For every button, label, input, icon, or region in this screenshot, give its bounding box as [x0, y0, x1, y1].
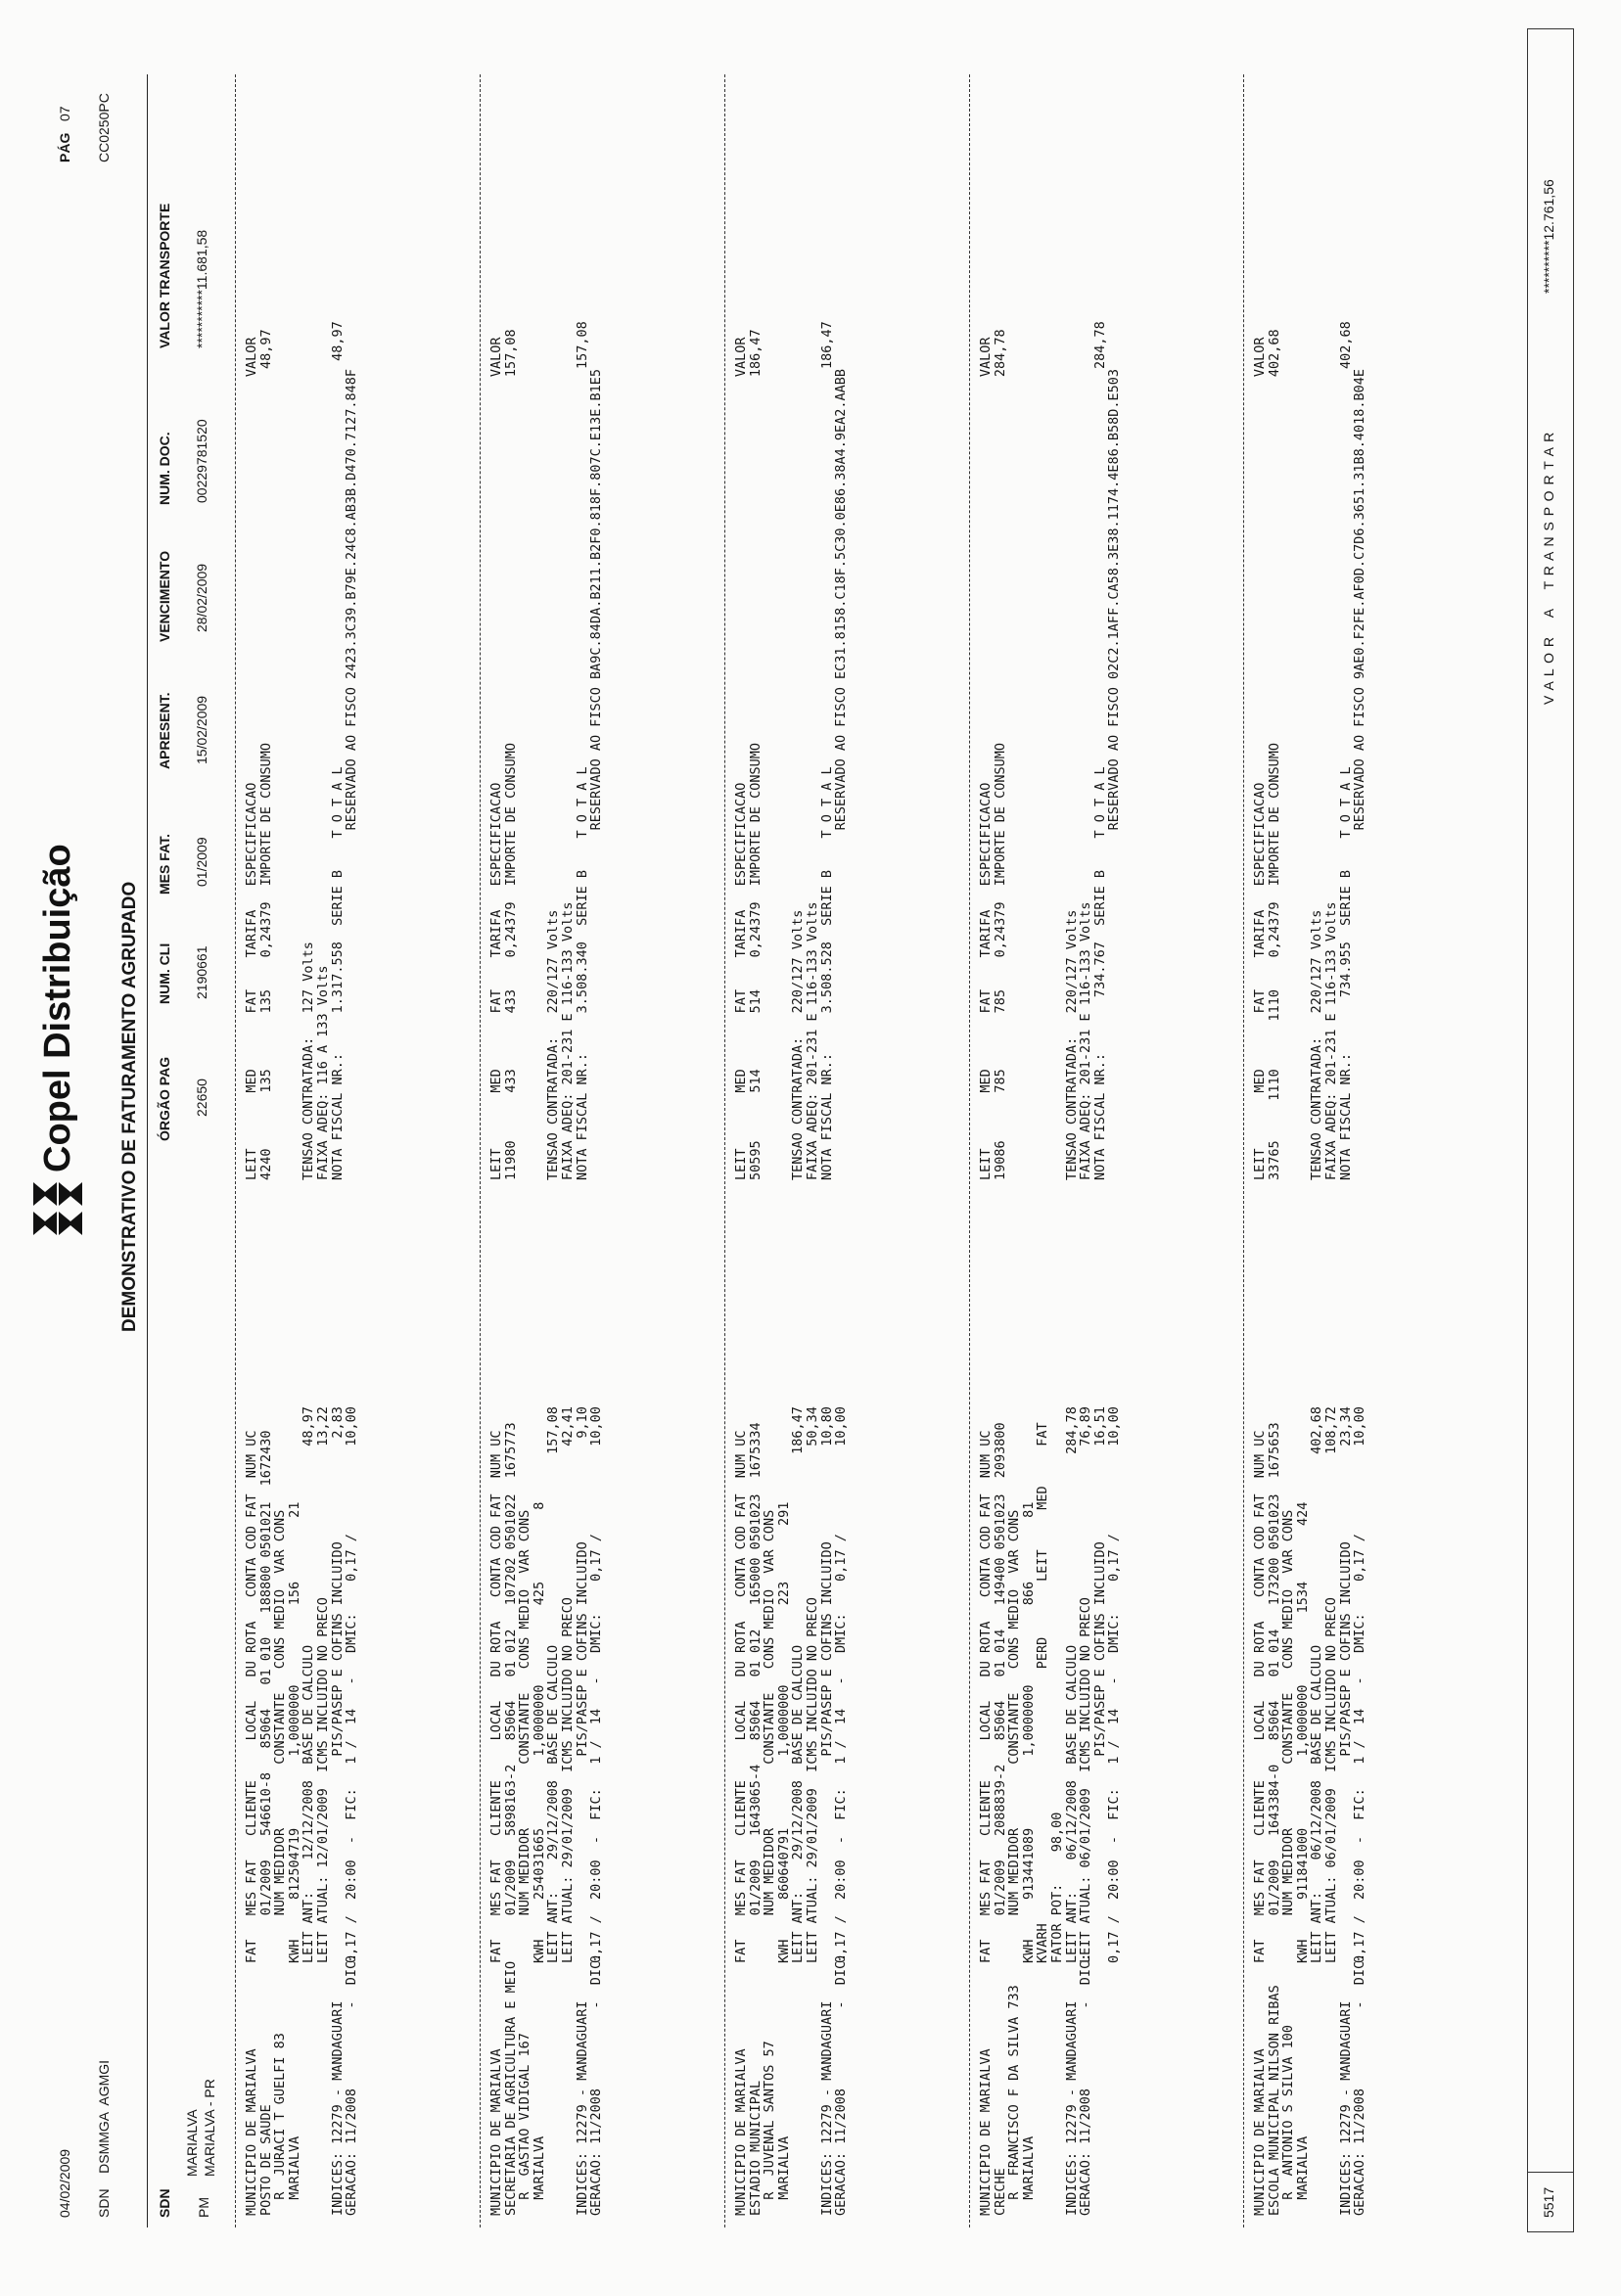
city-state: MARIALVA - PR — [202, 2079, 217, 2177]
col-orgao-pag: ÓRGÃO PAG — [157, 1056, 172, 1141]
record-separator — [1243, 74, 1244, 2227]
print-date: 04/02/2009 — [57, 2148, 72, 2218]
copel-logo-icon — [29, 1178, 86, 1239]
record-separator — [480, 74, 481, 2227]
billing-record — [724, 114, 964, 2227]
company-logo — [29, 844, 86, 1239]
record-address: MUNICIPIO DE MARIALVA POSTO DE SAUDE R JURACI T GUELFI 83 MARIALVA INDICES: 12279 - MANDAGUARI GERACAO: 11/2008 - DIC: — [244, 1952, 360, 2216]
col-mes-fat: MES FAT. — [157, 834, 172, 895]
record-address: MUNICIPIO DE MARIALVA ESTADIO MUNICIPAL R JUVENAL SANTOS 57 MARIALVA INDICES: 12279 - MANDAGUARI GERACAO: 11/2008 - DIC: — [733, 1952, 850, 2216]
record-address: MUNICIPIO DE MARIALVA SECRETARIA DE AGRICULTURA E MEIO R GASTAO VIDIGAL 167 MARIALVA INDICES: 12279 - MANDAGUARI GERACAO: 11/2008 - DIC: — [488, 1952, 605, 2216]
page-number: 07 — [57, 106, 72, 121]
num-cli-value: 2190661 — [194, 945, 209, 999]
footer-code: 5517 — [1541, 2186, 1556, 2218]
record-consumption: LEIT MED FAT TARIFA ESPECIFICACAO VALOR 11980 433 433 0,24379 IMPORTE DE CONSUMO 157,08 TENSAO CONTRATADA: 220/127 Volts FAIXA ADEQ: 201-231 E 116-133 Volts NOTA FISCAL NR.: 3.508.340 SERIE B T O T A L 157,08 RESERVADO AO FISCO BA9C.84DA.B211.B2F0.818F.807C.E13E.B1E5 — [488, 321, 605, 1180]
record-consumption: LEIT MED FAT TARIFA ESPECIFICACAO VALOR 33765 1110 1110 0,24379 IMPORTE DE CONSUMO 402,68 TENSAO CONTRATADA: 220/127 Volts FAIXA ADEQ: 201-231 E 116-133 Volts NOTA FISCAL NR.: 734.955 SERIE B T O T A L 402,68 RESERVADO AO FISCO 9AE0.F2FE.AF0D.C7D6.3651.31B8.4018.B04E — [1252, 321, 1368, 1180]
col-apresent: APRESENT. — [157, 692, 172, 769]
report-title: DEMONSTRATIVO DE FATURAMENTO AGRUPADO — [119, 881, 140, 1332]
record-billing-details: FAT MES FAT CLIENTE LOCAL DU ROTA CONTA COD FAT NUM UC 01/2009 546610-8 85064 01 010 188800 0501021 1672430 NUM MEDIDOR CONSTANTE CONS MEDIO VAR CONS KWH 812504719 1,0000000 156 21 LEIT ANT: 12/12/2008 BASE DE CALCULO 48,97 LEIT ATUAL: 12/01/2009 ICMS INCLUIDO NO PRECO 13,22 PIS/PASEP E COFINS INCLUIDO 2,83 0,17 / 20:00 - FIC: 1 / 14 - DMIC: 0,17 / 10,00 — [244, 1406, 360, 1963]
program-code: CC0250PC — [96, 93, 112, 162]
record-consumption: LEIT MED FAT TARIFA ESPECIFICACAO VALOR 4240 135 135 0,24379 IMPORTE DE CONSUMO 48,97 TENSAO CONTRATADA: 127 Volts FAIXA ADEQ: 116 A 133 Volts NOTA FISCAL NR.: 1.317.558 SERIE B T O T A L 48,97 RESERVADO AO FISCO 2423.3C39.B79E.24C8.AB3B.D470.7127.848F — [244, 321, 360, 1180]
col-sdn: SDN — [157, 2188, 172, 2218]
city-name: MARIALVA — [184, 2109, 200, 2177]
billing-record — [1243, 114, 1483, 2227]
col-vencimento: VENCIMENTO — [157, 550, 172, 642]
record-billing-details: FAT MES FAT CLIENTE LOCAL DU ROTA CONTA COD FAT NUM UC 01/2009 1643384-0 85064 01 014 173200 0501023 1675653 NUM MEDIDOR CONSTANTE CONS MEDIO VAR CONS KWH 911841000 1,0000000 1534 424 LEIT ANT: 06/12/2008 BASE DE CALCULO 402,68 LEIT ATUAL: 06/01/2009 ICMS INCLUIDO NO PRECO 108,72 PIS/PASEP E COFINS INCLUIDO 23,34 0,17 / 20:00 - FIC: 1 / 14 - DMIC: 0,17 / 10,00 — [1252, 1406, 1368, 1963]
record-separator — [235, 74, 236, 2227]
company-name: Copel Distribuição — [36, 844, 78, 1172]
num-doc-value: 00229781520 — [194, 419, 209, 503]
orgao-pag-value: 22650 — [194, 1079, 209, 1117]
header-rule — [147, 74, 148, 2227]
footer-total: **********12.761,56 — [1541, 179, 1556, 294]
footer-box — [1527, 28, 1574, 2232]
billing-record — [480, 114, 719, 2227]
footer-divider — [1528, 2172, 1573, 2173]
vencimento-value: 28/02/2009 — [194, 563, 209, 632]
record-billing-details: FAT MES FAT CLIENTE LOCAL DU ROTA CONTA COD FAT NUM UC 01/2009 1643065-4 85064 01 012 165000 0501023 1675334 NUM MEDIDOR CONSTANTE CONS MEDIO VAR CONS KWH 860640791 1,0000000 223 291 LEIT ANT: 29/12/2008 BASE DE CALCULO 186,47 LEIT ATUAL: 29/01/2009 ICMS INCLUIDO NO PRECO 50,34 PIS/PASEP E COFINS INCLUIDO 10,80 0,17 / 20:00 - FIC: 1 / 14 - DMIC: 0,17 / 10,00 — [733, 1406, 850, 1963]
col-valor-transporte: VALOR TRANSPORTE — [157, 203, 172, 348]
billing-record — [235, 114, 475, 2227]
record-consumption: LEIT MED FAT TARIFA ESPECIFICACAO VALOR 50595 514 514 0,24379 IMPORTE DE CONSUMO 186,47 TENSAO CONTRATADA: 220/127 Volts FAIXA ADEQ: 201-231 E 116-133 Volts NOTA FISCAL NR.: 3.508.528 SERIE B T O T A L 186,47 RESERVADO AO FISCO EC31.8158.C18F.5C30.0E86.38A4.9EA2.AABB — [733, 321, 850, 1180]
valor-transporte-value: ***********11.681,58 — [194, 229, 209, 348]
col-num-doc: NUM. DOC. — [157, 432, 172, 505]
col-num-cli: NUM. CLI — [157, 942, 172, 1004]
mes-fat-value: 01/2009 — [194, 837, 209, 887]
record-separator — [724, 74, 725, 2227]
record-separator — [969, 74, 970, 2227]
record-address: MUNICIPIO DE MARIALVA ESCOLA MUNICIPAL NILSON RIBAS R ANTONIO S SILVA 100 MARIALVA INDICES: 12279 - MANDAGUARI GERACAO: 11/2008 - DIC: — [1252, 1952, 1368, 2216]
system-line: SDN DSMMGA AGMGI — [96, 2059, 112, 2218]
record-consumption: LEIT MED FAT TARIFA ESPECIFICACAO VALOR 19086 785 785 0,24379 IMPORTE DE CONSUMO 284,78 TENSAO CONTRATADA: 220/127 Volts FAIXA ADEQ: 201-231 E 116-133 Volts NOTA FISCAL NR.: 734.767 SERIE B T O T A L 284,78 RESERVADO AO FISCO 02C2.1AFF.CA58.3E38.1174.4E86.B58D.E503 — [978, 321, 1123, 1180]
record-billing-details: FAT MES FAT CLIENTE LOCAL DU ROTA CONTA COD FAT NUM UC 01/2009 2088839-2 85064 01 014 149400 0501023 2093800 NUM MEDIDOR CONSTANTE CONS MEDIO VAR CONS KWH 913441089 1,0000000 866 81 KVARH PERD LEIT MED FAT FATOR POT: 98,00 LEIT ANT: 06/12/2008 BASE DE CALCULO 284,78 LEIT ATUAL: 06/01/2009 ICMS INCLUIDO NO PRECO 76,89 PIS/PASEP E COFINS INCLUIDO 16,51 0,17 / 20:00 - FIC: 1 / 14 - DMIC: 0,17 / 10,00 — [978, 1406, 1123, 1963]
billing-record — [969, 114, 1209, 2227]
record-billing-details: FAT MES FAT CLIENTE LOCAL DU ROTA CONTA COD FAT NUM UC 01/2009 5898163-2 85064 01 012 107202 0501022 1675773 NUM MEDIDOR CONSTANTE CONS MEDIO VAR CONS KWH 254031665 1,0000000 425 8 LEIT ANT: 29/12/2008 BASE DE CALCULO 157,08 LEIT ATUAL: 29/01/2009 ICMS INCLUIDO NO PRECO 42,41 PIS/PASEP E COFINS INCLUIDO 9,10 0,17 / 20:00 - FIC: 1 / 14 - DMIC: 0,17 / 10,00 — [488, 1406, 605, 1963]
page-label: PÁG — [57, 132, 72, 162]
apresent-value: 15/02/2009 — [194, 695, 209, 764]
pm-label: PM — [196, 2197, 211, 2218]
footer-label: V A L O R A T R A N S P O R T A R — [1541, 431, 1556, 705]
record-address: MUNICIPIO DE MARIALVA CRECHE R FRANCISCO F DA SILVA 733 MARIALVA INDICES: 12279 - MANDAGUARI GERACAO: 11/2008 - DIC: — [978, 1952, 1094, 2216]
